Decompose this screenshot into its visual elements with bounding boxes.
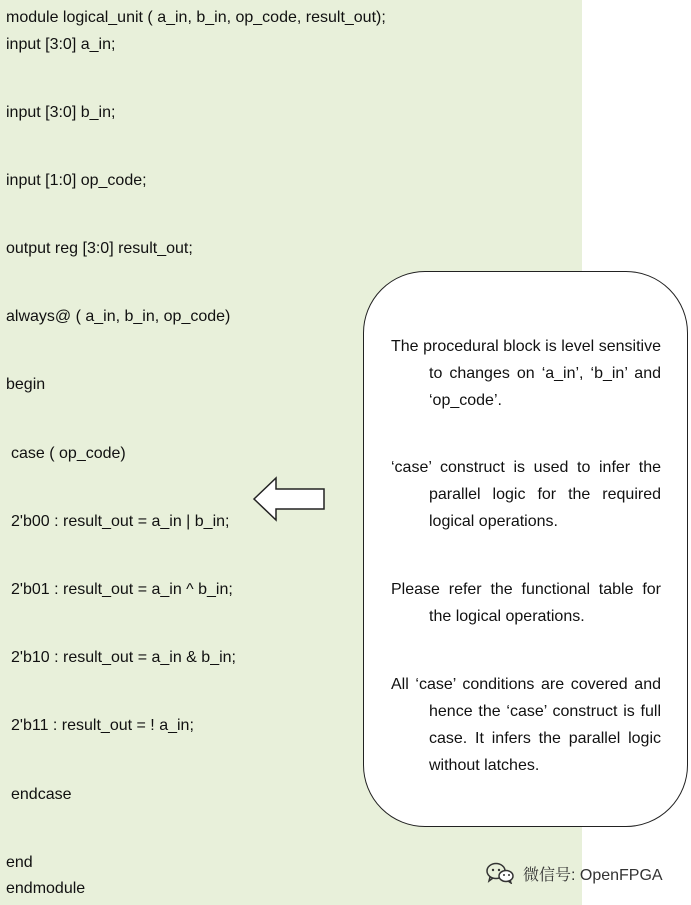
callout-paragraph-sensitivity: The procedural block is level sensitive to changes on ‘a_in’, ‘b_in’ and ‘op_code’. <box>391 338 661 409</box>
code-line-always: always@ ( a_in, b_in, op_code) <box>6 308 231 325</box>
code-line-input-op: input [1:0] op_code; <box>6 172 147 189</box>
callout-paragraph-functional-table: Please refer the functional table for the logical operations. <box>391 581 661 625</box>
code-line-end: end <box>6 854 33 871</box>
callout-paragraph-full-case: All ‘case’ conditions are covered and hence the ‘case’ construct is full case. It infers the parallel logic without latches. <box>391 676 661 774</box>
code-line-endmodule: endmodule <box>6 880 86 897</box>
code-line-case-00: 2'b00 : result_out = a_in | b_in; <box>11 513 230 530</box>
code-line-case-11: 2'b11 : result_out = ! a_in; <box>11 717 194 734</box>
code-line-output: output reg [3:0] result_out; <box>6 240 193 257</box>
explanation-callout <box>363 271 688 827</box>
code-line-endcase: endcase <box>11 786 72 803</box>
left-arrow-icon <box>252 476 328 522</box>
code-line-begin: begin <box>6 376 46 393</box>
code-line-case-01: 2'b01 : result_out = a_in ^ b_in; <box>11 581 233 598</box>
callout-paragraph-case-construct: ‘case’ construct is used to infer the parallel logic for the required logical operations. <box>391 459 661 530</box>
wechat-icon <box>485 862 515 884</box>
code-line-input-a: input [3:0] a_in; <box>6 36 116 53</box>
code-line-input-b: input [3:0] b_in; <box>6 104 116 121</box>
code-line-case: case ( op_code) <box>11 445 126 462</box>
code-line-module: module logical_unit ( a_in, b_in, op_code, result_out); <box>6 9 386 26</box>
watermark-text: 微信号: OpenFPGA <box>523 866 663 884</box>
code-line-case-10: 2'b10 : result_out = a_in & b_in; <box>11 649 236 666</box>
watermark <box>485 861 663 885</box>
